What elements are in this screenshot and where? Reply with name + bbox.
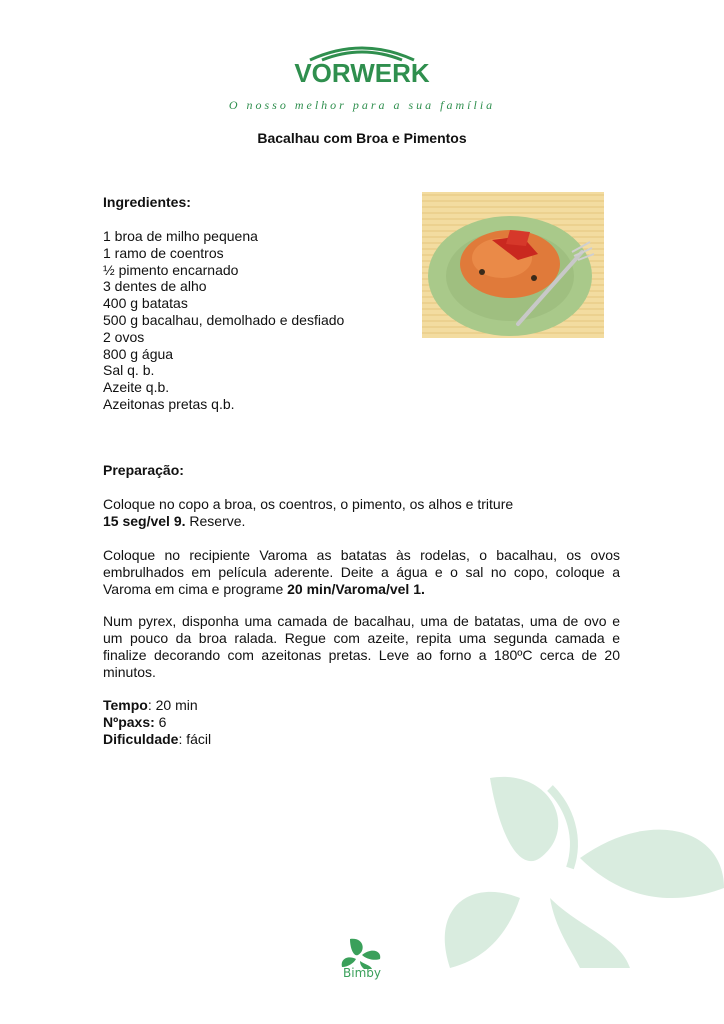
bimby-watermark-icon bbox=[430, 768, 724, 968]
step-3 bbox=[103, 613, 620, 681]
difficulty-value: : fácil bbox=[178, 731, 212, 747]
brand-name: VORWERK bbox=[294, 58, 430, 88]
step-1 bbox=[103, 496, 620, 530]
step-2 bbox=[103, 547, 620, 598]
preparation-heading: Preparação: bbox=[103, 462, 184, 478]
difficulty-label: Dificuldade bbox=[103, 731, 179, 747]
time-value: : 20 min bbox=[147, 697, 198, 713]
ingredient-item: 1 broa de milho pequena bbox=[103, 228, 258, 244]
ingredient-item: 3 dentes de alho bbox=[103, 278, 207, 295]
time-label: Tempo bbox=[103, 697, 148, 713]
servings-label: Nºpaxs: bbox=[103, 714, 155, 730]
tagline: O nosso melhor para a sua família bbox=[228, 98, 496, 112]
ingredient-item: 500 g bacalhau, demolhado e desfiado bbox=[103, 311, 345, 328]
step-text: Coloque no copo a broa, os coentros, o pimento, os alhos e triture bbox=[103, 496, 514, 512]
recipe-title: Bacalhau com Broa e Pimentos bbox=[257, 130, 467, 146]
step-text: Reserve. bbox=[185, 513, 246, 529]
ingredient-item: 2 ovos bbox=[103, 328, 145, 345]
vorwerk-logo bbox=[0, 40, 724, 100]
ingredient-item: Azeitonas pretas q.b. bbox=[103, 395, 235, 412]
info-time bbox=[103, 697, 198, 714]
dish-photo bbox=[422, 192, 604, 338]
ingredient-item: Sal q. b. bbox=[103, 362, 155, 379]
info-difficulty bbox=[103, 731, 211, 748]
ingredient-item: ½ pimento encarnado bbox=[103, 261, 239, 278]
ingredient-item: 800 g água bbox=[103, 345, 174, 362]
bimby-label: Bimby bbox=[343, 966, 381, 980]
ingredient-item: 1 ramo de coentros bbox=[103, 244, 224, 261]
info-servings bbox=[103, 714, 166, 731]
step-text: Coloque no recipiente Varoma as batatas às rodelas, o bacalhau, os ovos embrulhados em película aderente. Deite a água e o sal no copo, coloque a Varoma em cima e programe bbox=[103, 547, 620, 597]
ingredient-item: Azeite q.b. bbox=[103, 379, 170, 396]
step-emphasis: 15 seg/vel 9. bbox=[103, 513, 186, 529]
ingredients-list bbox=[103, 228, 344, 413]
step-text: Num pyrex, disponha uma camada de bacalhau, uma de batatas, uma de ovo e um pouco da broa ralada. Regue com azeite, repita uma segunda camada e finalize decorando com azeitonas pretas. Leve ao forno a 180ºC cerca de 20 minutos. bbox=[103, 613, 620, 680]
servings-value: 6 bbox=[154, 714, 167, 730]
ingredients-heading: Ingredientes: bbox=[103, 194, 191, 210]
step-emphasis: 20 min/Varoma/vel 1. bbox=[287, 581, 425, 597]
ingredient-item: 400 g batatas bbox=[103, 295, 188, 312]
